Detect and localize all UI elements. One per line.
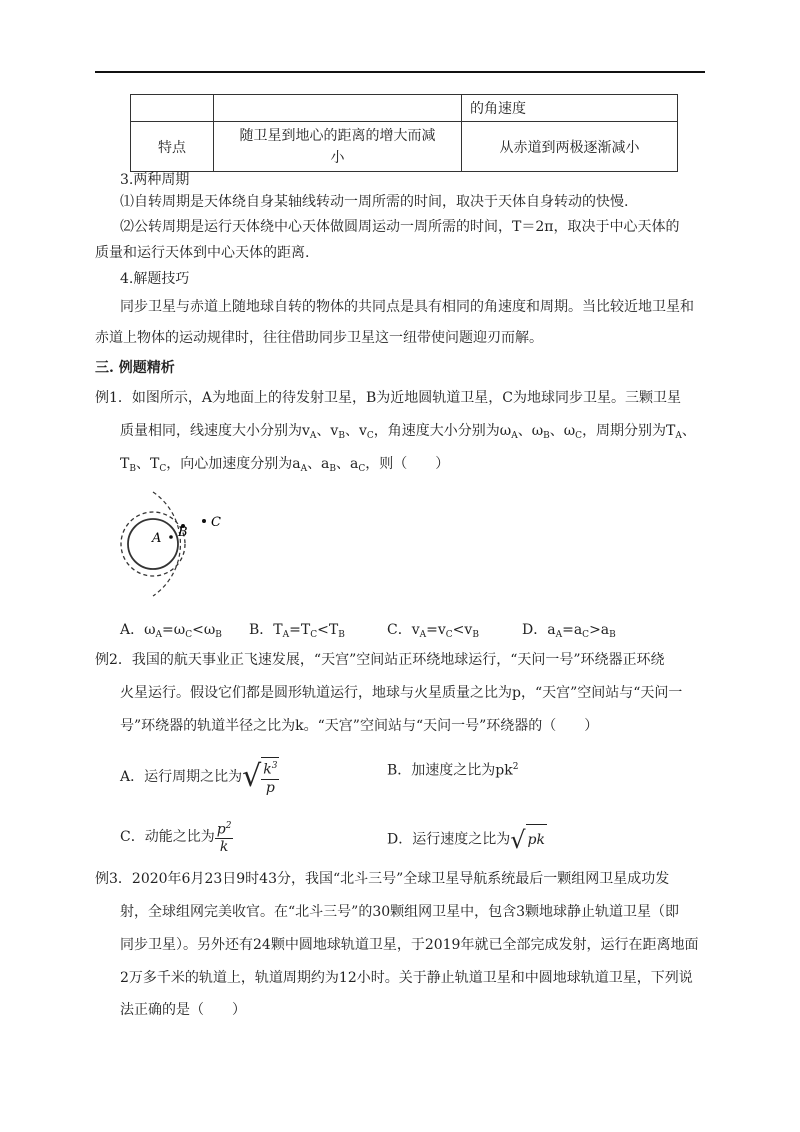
table-row	[131, 122, 678, 172]
ex1-option-d: D．$a_A=a_C>a_B$	[522, 622, 616, 640]
ex1-option-b: B．$T_A=T_C<T_B$	[249, 622, 345, 640]
section-heading: 三. 例题精析	[95, 360, 175, 376]
ex2-option-d: D．运行速度之比为 √ pk	[387, 825, 545, 854]
table-row	[131, 95, 678, 122]
tips-heading: 4.解题技巧	[120, 271, 190, 287]
periods-item-2-cont: 质量和运行天体到中心天体的距离.	[95, 245, 310, 261]
table-cell: 从赤道到两极逐渐减小	[462, 122, 678, 172]
tips-line: 赤道上物体的运动规律时，往往借助同步卫星这一纽带使问题迎刃而解。	[95, 330, 543, 346]
header-rule	[95, 71, 705, 73]
periods-item-2: ⑵公转周期是运行天体绕中心天体做圆周运动一周所需的时间，T＝2π，取决于中心天体的	[120, 219, 680, 235]
tips-line: 同步卫星与赤道上随地球自转的物体的共同点是具有相同的角速度和周期。当比较近地卫星和	[120, 299, 694, 315]
satellite-c-dot	[202, 519, 206, 523]
ex3-line: 法正确的是（ ）	[120, 1002, 246, 1018]
table-cell	[214, 122, 462, 172]
comparison-table	[130, 94, 678, 172]
table-cell-line: 小	[330, 149, 345, 166]
label-b: B	[178, 525, 188, 540]
ex3-line: 同步卫星）。另外还有24颗中圆地球轨道卫星，于2019年就已全部完成发射，运行在距离地面	[120, 937, 699, 953]
table-cell	[131, 95, 214, 122]
table-cell: 的角速度	[462, 95, 678, 122]
label-a: A	[152, 531, 162, 546]
orbit-diagram	[108, 490, 238, 600]
ex3-line: 例3．2020年6月23日9时43分，我国“北斗三号”全球卫星导航系统最后一颗组网卫星成功发	[95, 871, 670, 887]
periods-heading: 3.两种周期	[120, 172, 190, 188]
periods-item-1: ⑴自转周期是天体绕自身某轴线转动一周所需的时间，取决于天体自身转动的快慢.	[120, 194, 629, 210]
table-cell	[214, 95, 462, 122]
ex2-line: 例2．我国的航天事业正飞速发展，“天宫”空间站正环绕地球运行，“天问一号”环绕器正环绕	[95, 652, 665, 668]
label-c: C	[211, 515, 221, 530]
ex1-option-c: C．$v_A=v_C<v_B$	[387, 622, 479, 640]
ex1-line: 例1．如图所示，A为地面上的待发射卫星，B为近地圆轨道卫星，C为地球同步卫星。三颗卫星	[95, 390, 682, 406]
ex3-line: 2万多千米的轨道上，轨道周期约为12小时。关于静止轨道卫星和中圆地球轨道卫星，下列说	[120, 970, 693, 986]
ex1-option-a: A．$\omega_A=\omega_C<\omega_B$	[120, 622, 222, 640]
ex3-line: 射，全球组网完美收官。在“北斗三号”的30颗组网卫星中，包含3颗地球静止轨道卫星（即	[120, 904, 680, 920]
table-cell-line: 随卫星到地心的距离的增大而减	[239, 127, 436, 144]
ex2-line: 号”环绕器的轨道半径之比为k。“天宫”空间站与“天问一号”环绕器的（ ）	[120, 718, 599, 734]
ex2-option-b: B．加速度之比为$pk^2$	[387, 762, 519, 779]
table-cell: 特点	[131, 122, 214, 172]
ex2-line: 火星运行。假设它们都是圆形轨道运行，地球与火星质量之比为p，“天宫”空间站与“天问一	[120, 685, 683, 701]
ex1-line: $T_B$、$T_C$，向心加速度分别为$a_A$、$a_B$、$a_C$，则（ ）	[120, 456, 450, 474]
ex2-option-a: A．运行周期之比为 √ $\frac{k^3}{p}$	[120, 759, 278, 796]
satellite-a-dot	[169, 535, 173, 539]
ex2-option-c: C．动能之比为 $\frac{p^2}{k}$	[120, 816, 233, 858]
ex1-line: 质量相同，线速度大小分别为$v_A$、$v_B$、$v_C$，角速度大小分别为$\omega_A$、$\omega_B$、$\omega_C$，周期分别为$T_A$、	[120, 423, 696, 441]
